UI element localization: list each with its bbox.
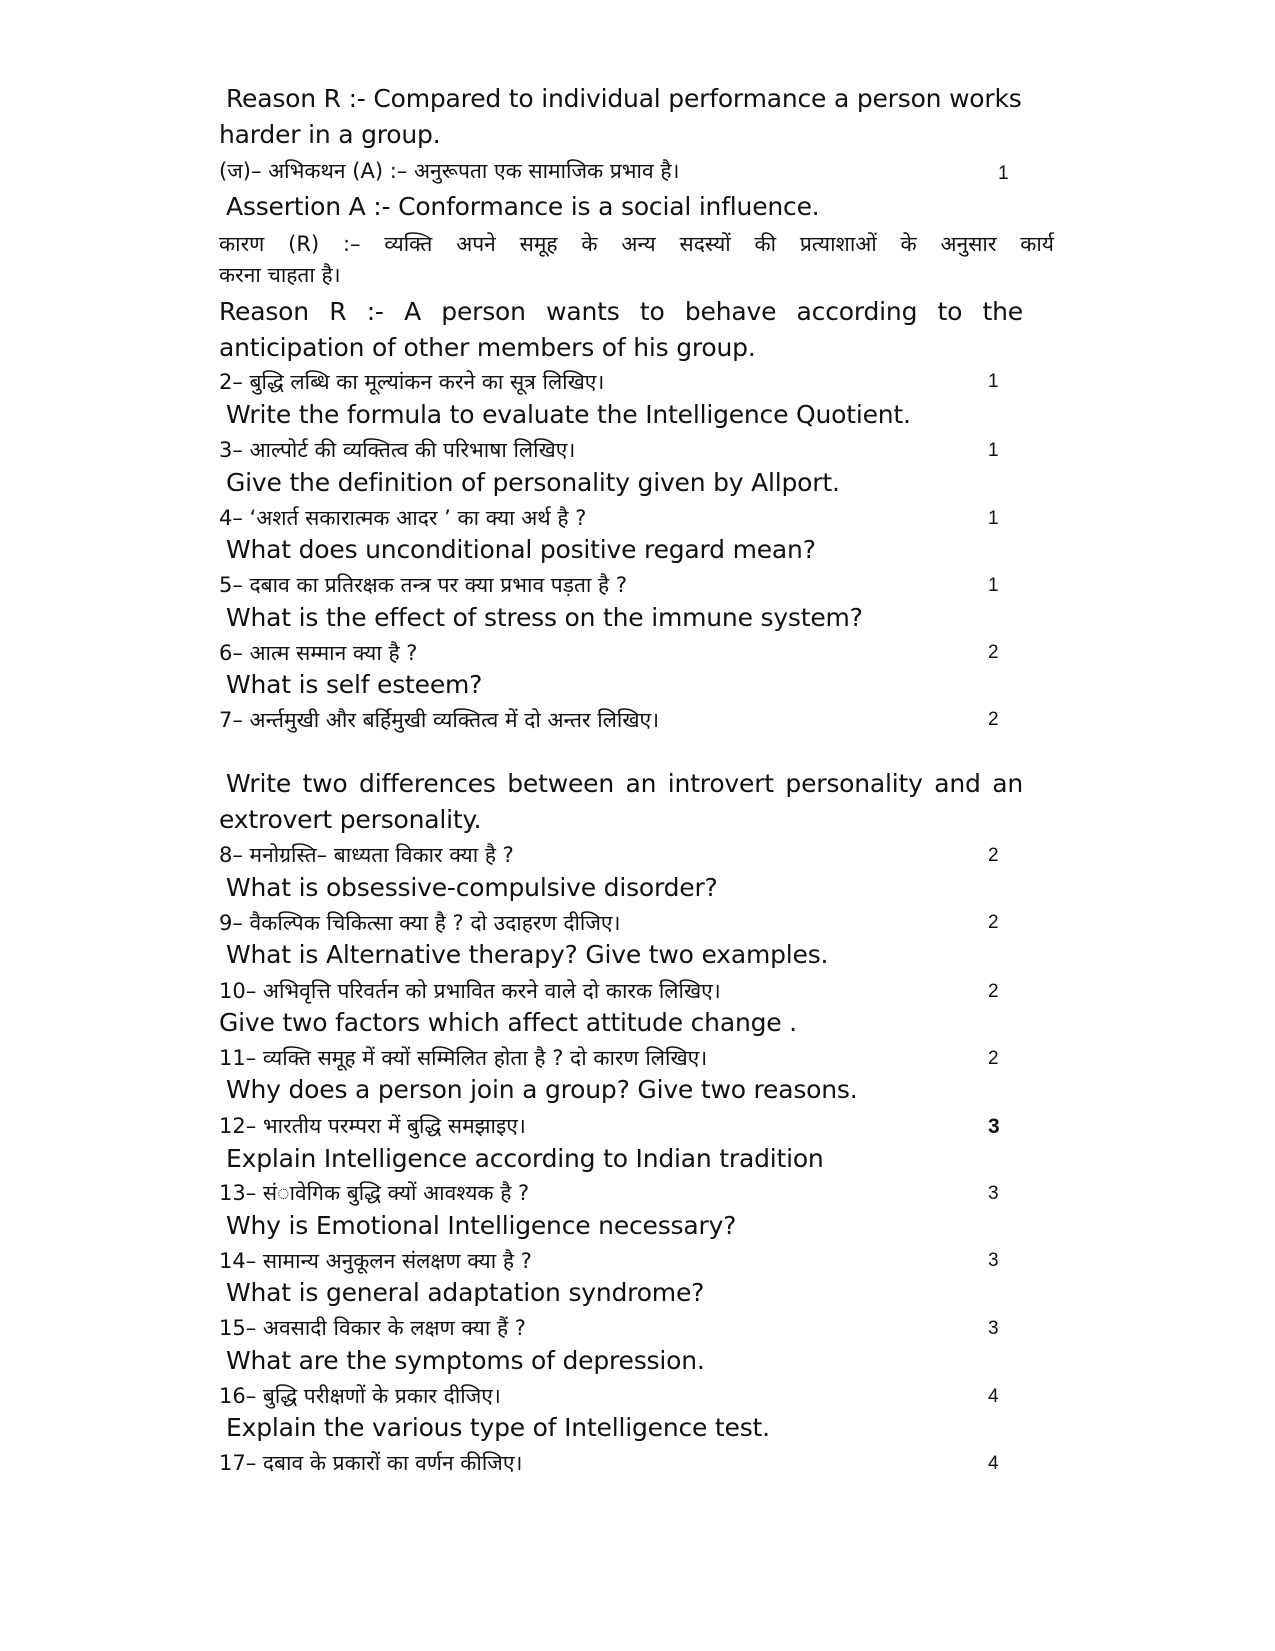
q4-english: What does unconditional positive regard mean? <box>226 535 816 564</box>
q9-english: What is Alternative therapy? Give two examples. <box>226 940 829 969</box>
q1j-reason-hindi-line-1: कारण (R) :– व्यक्ति अपने समूह के अन्य सदस्यों की प्रत्याशाओं के अनुसार कार्य <box>219 232 1054 256</box>
q14-marks: 3 <box>988 1250 999 1271</box>
q7-english-line-2: extrovert personality. <box>219 805 482 834</box>
q12-marks: 3 <box>988 1115 1000 1138</box>
q12-hindi: 12– भारतीय परम्परा में बुद्धि समझाइए। <box>219 1114 526 1138</box>
q10-hindi: 10– अभिवृत्ति परिवर्तन को प्रभावित करने वाले दो कारक लिखिए। <box>219 979 721 1003</box>
q15-hindi: 15– अवसादी विकार के लक्षण क्या हैं ? <box>219 1316 526 1340</box>
q5-marks: 1 <box>988 575 999 596</box>
q13-marks: 3 <box>988 1183 999 1204</box>
q10-marks: 2 <box>988 981 999 1002</box>
q6-marks: 2 <box>988 642 999 663</box>
q1j-marks: 1 <box>998 163 1009 184</box>
q6-hindi: 6– आत्म सम्मान क्या है ? <box>219 641 418 665</box>
q10-english: Give two factors which affect attitude change . <box>219 1008 797 1037</box>
q11-english: Why does a person join a group? Give two reasons. <box>226 1075 858 1104</box>
q15-english: What are the symptoms of depression. <box>226 1346 705 1375</box>
q4-marks: 1 <box>988 508 999 529</box>
q5-english: What is the effect of stress on the immune system? <box>226 603 863 632</box>
q1j-reason-hindi-line-2: करना चाहता है। <box>219 263 341 287</box>
q8-english: What is obsessive-compulsive disorder? <box>226 873 718 902</box>
q1j-reason-english-line-2: anticipation of other members of his group. <box>219 333 756 362</box>
q7-marks: 2 <box>988 709 999 730</box>
q4-hindi: 4– ‘अशर्त सकारात्मक आदर ’ का क्या अर्थ है ? <box>219 506 587 530</box>
q14-english: What is general adaptation syndrome? <box>226 1278 705 1307</box>
q9-marks: 2 <box>988 912 999 933</box>
reason-r-prev-line-2: harder in a group. <box>219 120 441 149</box>
q7-english-line-1: Write two differences between an introvert personality and an <box>226 769 1023 798</box>
q7-hindi: 7– अर्न्तमुखी और बर्हिमुखी व्यक्तित्व में दो अन्तर लिखिए। <box>219 708 660 732</box>
q17-marks: 4 <box>988 1453 999 1474</box>
q1j-reason-english-line-1: Reason R :- A person wants to behave according to the <box>219 297 1023 326</box>
reason-r-prev-line-1: Reason R :- Compared to individual performance a person works <box>226 84 1022 113</box>
q13-hindi: 13– संावेगिक बुद्धि क्यों आवश्यक है ? <box>219 1181 530 1205</box>
q2-hindi: 2– बुद्धि लब्धि का मूल्यांकन करने का सूत्र लिखिए। <box>219 370 605 394</box>
q3-hindi: 3– आल्पोर्ट की व्यक्तित्व की परिभाषा लिखिए। <box>219 438 576 462</box>
q1j-assertion-hindi: (ज)– अभिकथन (A) :– अनुरूपता एक सामाजिक प्रभाव है। <box>219 159 680 183</box>
q5-hindi: 5– दबाव का प्रतिरक्षक तन्त्र पर क्या प्रभाव पड़ता है ? <box>219 573 628 597</box>
q2-english: Write the formula to evaluate the Intelligence Quotient. <box>226 400 911 429</box>
q14-hindi: 14– सामान्य अनुकूलन संलक्षण क्या है ? <box>219 1249 532 1273</box>
q3-english: Give the definition of personality given by Allport. <box>226 468 840 497</box>
q16-marks: 4 <box>988 1386 999 1407</box>
q17-hindi: 17– दबाव के प्रकारों का वर्णन कीजिए। <box>219 1451 523 1475</box>
q15-marks: 3 <box>988 1318 999 1339</box>
q8-hindi: 8– मनोग्रस्ति– बाध्यता विकार क्या है ? <box>219 843 514 867</box>
q8-marks: 2 <box>988 845 999 866</box>
q11-marks: 2 <box>988 1048 999 1069</box>
q11-hindi: 11– व्यक्ति समूह में क्यों सम्मिलित होता है ? दो कारण लिखिए। <box>219 1046 708 1070</box>
q3-marks: 1 <box>988 440 999 461</box>
q16-english: Explain the various type of Intelligence test. <box>226 1413 770 1442</box>
q9-hindi: 9– वैकल्पिक चिकित्सा क्या है ? दो उदाहरण दीजिए। <box>219 911 621 935</box>
q6-english: What is self esteem? <box>226 670 483 699</box>
q12-english: Explain Intelligence according to Indian tradition <box>226 1144 824 1173</box>
q2-marks: 1 <box>988 371 999 392</box>
q13-english: Why is Emotional Intelligence necessary? <box>226 1211 737 1240</box>
q1j-assertion-english: Assertion A :- Conformance is a social influence. <box>226 192 820 221</box>
q16-hindi: 16– बुद्धि परीक्षणों के प्रकार दीजिए। <box>219 1384 501 1408</box>
